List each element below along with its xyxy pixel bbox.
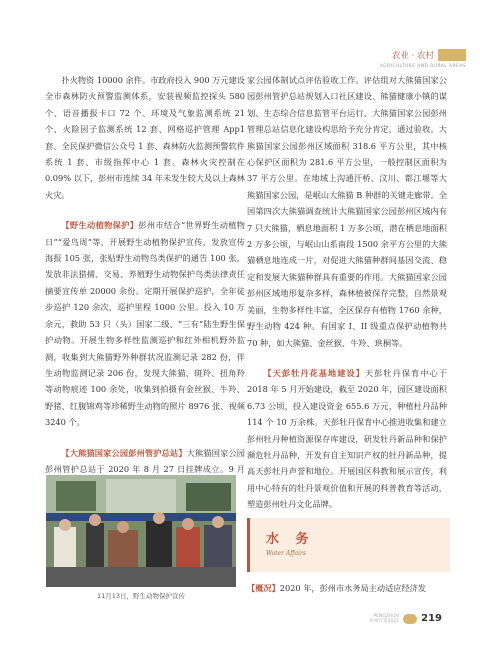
paragraph-wildlife	[45, 217, 245, 430]
header-subtitle: AGRICULTURE AND RURAL AREAS	[379, 64, 466, 69]
lead-panda-station: 【大熊猫国家公园彭州管护总站】	[61, 447, 187, 458]
page-footer	[370, 608, 442, 627]
paragraph-peony-base	[247, 365, 447, 513]
paragraph-panda-park-continued: 家公园体制试点评估验收工作。评估组对大熊猫国家公园彭州管护总站规划入口社区建设、熊猫健康小镇的谋划、生态综合信息监管平台运行、大熊猫国家公园彭州管理总站信息化建设构思给予充分肯定，通过验收。大熊猫国家公园彭州区域面积 318.6 平方公里，其中核心保护区面积为 281.6 平方公里，一般控制区面积为 37 平方公里。在地域上沟通汗桥、汶川、都江堰等大熊猫国家公园，是岷山大熊猫 B 种群的关键走廊带。全国第四次大熊猫调查统计大熊猫国家公园彭州区域内有 7 只大熊猫，栖息地面积 1 万多公顷，潜在栖息地面积 2 万多公顷，与岷山山系南段 1500 余平方公里的大熊猫栖息地连成一片，对促进大熊猫种群间基因交流、稳定和发展大熊猫种群具有重要的作用。大熊猫国家公园彭州区域地形复杂多样，森林植被保存完整，自然景观美丽，生物多样性丰富，全区保存有植物 1760 余种，野生动物 424 种。有国家 I、II 级重点保护动植物共 70 种，如大熊猫、金丝猴、牛羚、珙桐等。	[247, 75, 447, 348]
section-banner-water	[247, 518, 450, 572]
page-number: 219	[421, 613, 442, 624]
section-subtitle: Water Affairs	[266, 550, 306, 557]
text-overview: 2020 年，彭州市水务局主动适应经济发	[279, 583, 427, 593]
footer-ornament	[403, 614, 417, 624]
magazine-name: PENGZHOU 彭州年鉴2021	[369, 613, 400, 624]
section-title: 水 务	[266, 532, 315, 547]
header-title: 农业 · 农村	[391, 50, 434, 61]
lead-peony-base: 【天彭牡丹花基地建设】	[263, 367, 365, 378]
text-peony-base: 天彭牡丹保育中心于 2018 年 5 月开始建设，截至 2020 年，园区建设面积 6.73 公顷，投入建设资金 655.6 万元，种植杜丹品种 114 个 10 万余株。天彭牡丹保育中心推进收集和建立彭州牡丹种植资源保存库建设，研发牡丹新品种和保护濒危牡丹品种，开发有自主知识产权的牡丹新品种，提高天彭牡丹声誉和地位。开展国区科教和展示宣传，利用中心特有的牡丹景观价值和开展的科普教育等活动，塑造彭州牡丹文化品牌。	[247, 367, 447, 510]
lead-wildlife: 【野生动植物保护】	[61, 220, 139, 231]
paragraph-fire-prevention: 扑火物资 10000 余件。市政府投入 900 万元建设全市森林防火预警监测体系，安装视频监控探头 580 个、语音播报卡口 72 个、环境及气象监测系统 21 个、火险因子监测系统 12 套、网格巡护管理 App1 套、全民保护微信公众号 1 套、森林防火监测预警软件系统 1 套、市级指挥中心 1 套。森林火灾控制在 0.09% 以下，彭州市连续 34 年未发生较大及以上森林火灾。	[45, 75, 245, 200]
paragraph-overview	[247, 580, 447, 596]
text-wildlife: 彭州市结合“世界野生动植物日”“爱鸟周”等，开展野生动植物保护宣传，发放宣传海报 105 张，张贴野生动物鸟类保护的通告 100 张，发放非法猎捕、交易、养殖野生动物保护鸟类法律责任摘要宣传单 20000 余份。定期开展保护巡护，全年徒步巡护 120 余次，巡护里程 1000 公里。投入 10 万余元，救助 53 只（头）国家二级、“三有”陆生野生保护动物。开展生物多样性监测巡护和红外相机野外监测，收集到大熊猫野外种群状况监测记录 282 份，伴生动物监测记录 206 份，发现大熊猫、斑羚、扭角羚等动物痕迹 100 余处，收集到拍摄有金丝猴、牛羚、野猪、红腹锦鸡等珍稀野生动物的照片 8976 张、视频 3240 个。	[45, 220, 245, 428]
page-header	[380, 44, 466, 69]
right-column	[247, 72, 447, 513]
photo-caption: 11月13日，野生动物保护宣传	[96, 592, 186, 600]
left-column	[45, 72, 245, 494]
lead-overview: 【概况】	[247, 583, 280, 593]
header-bar	[438, 49, 466, 61]
text-panda-station: 大熊猫国家公园彭州管护总站于 2020 年 8 月 27 日挂牌成立。9 月	[45, 447, 245, 474]
photo-illustration	[46, 475, 236, 587]
event-photo	[46, 475, 236, 587]
